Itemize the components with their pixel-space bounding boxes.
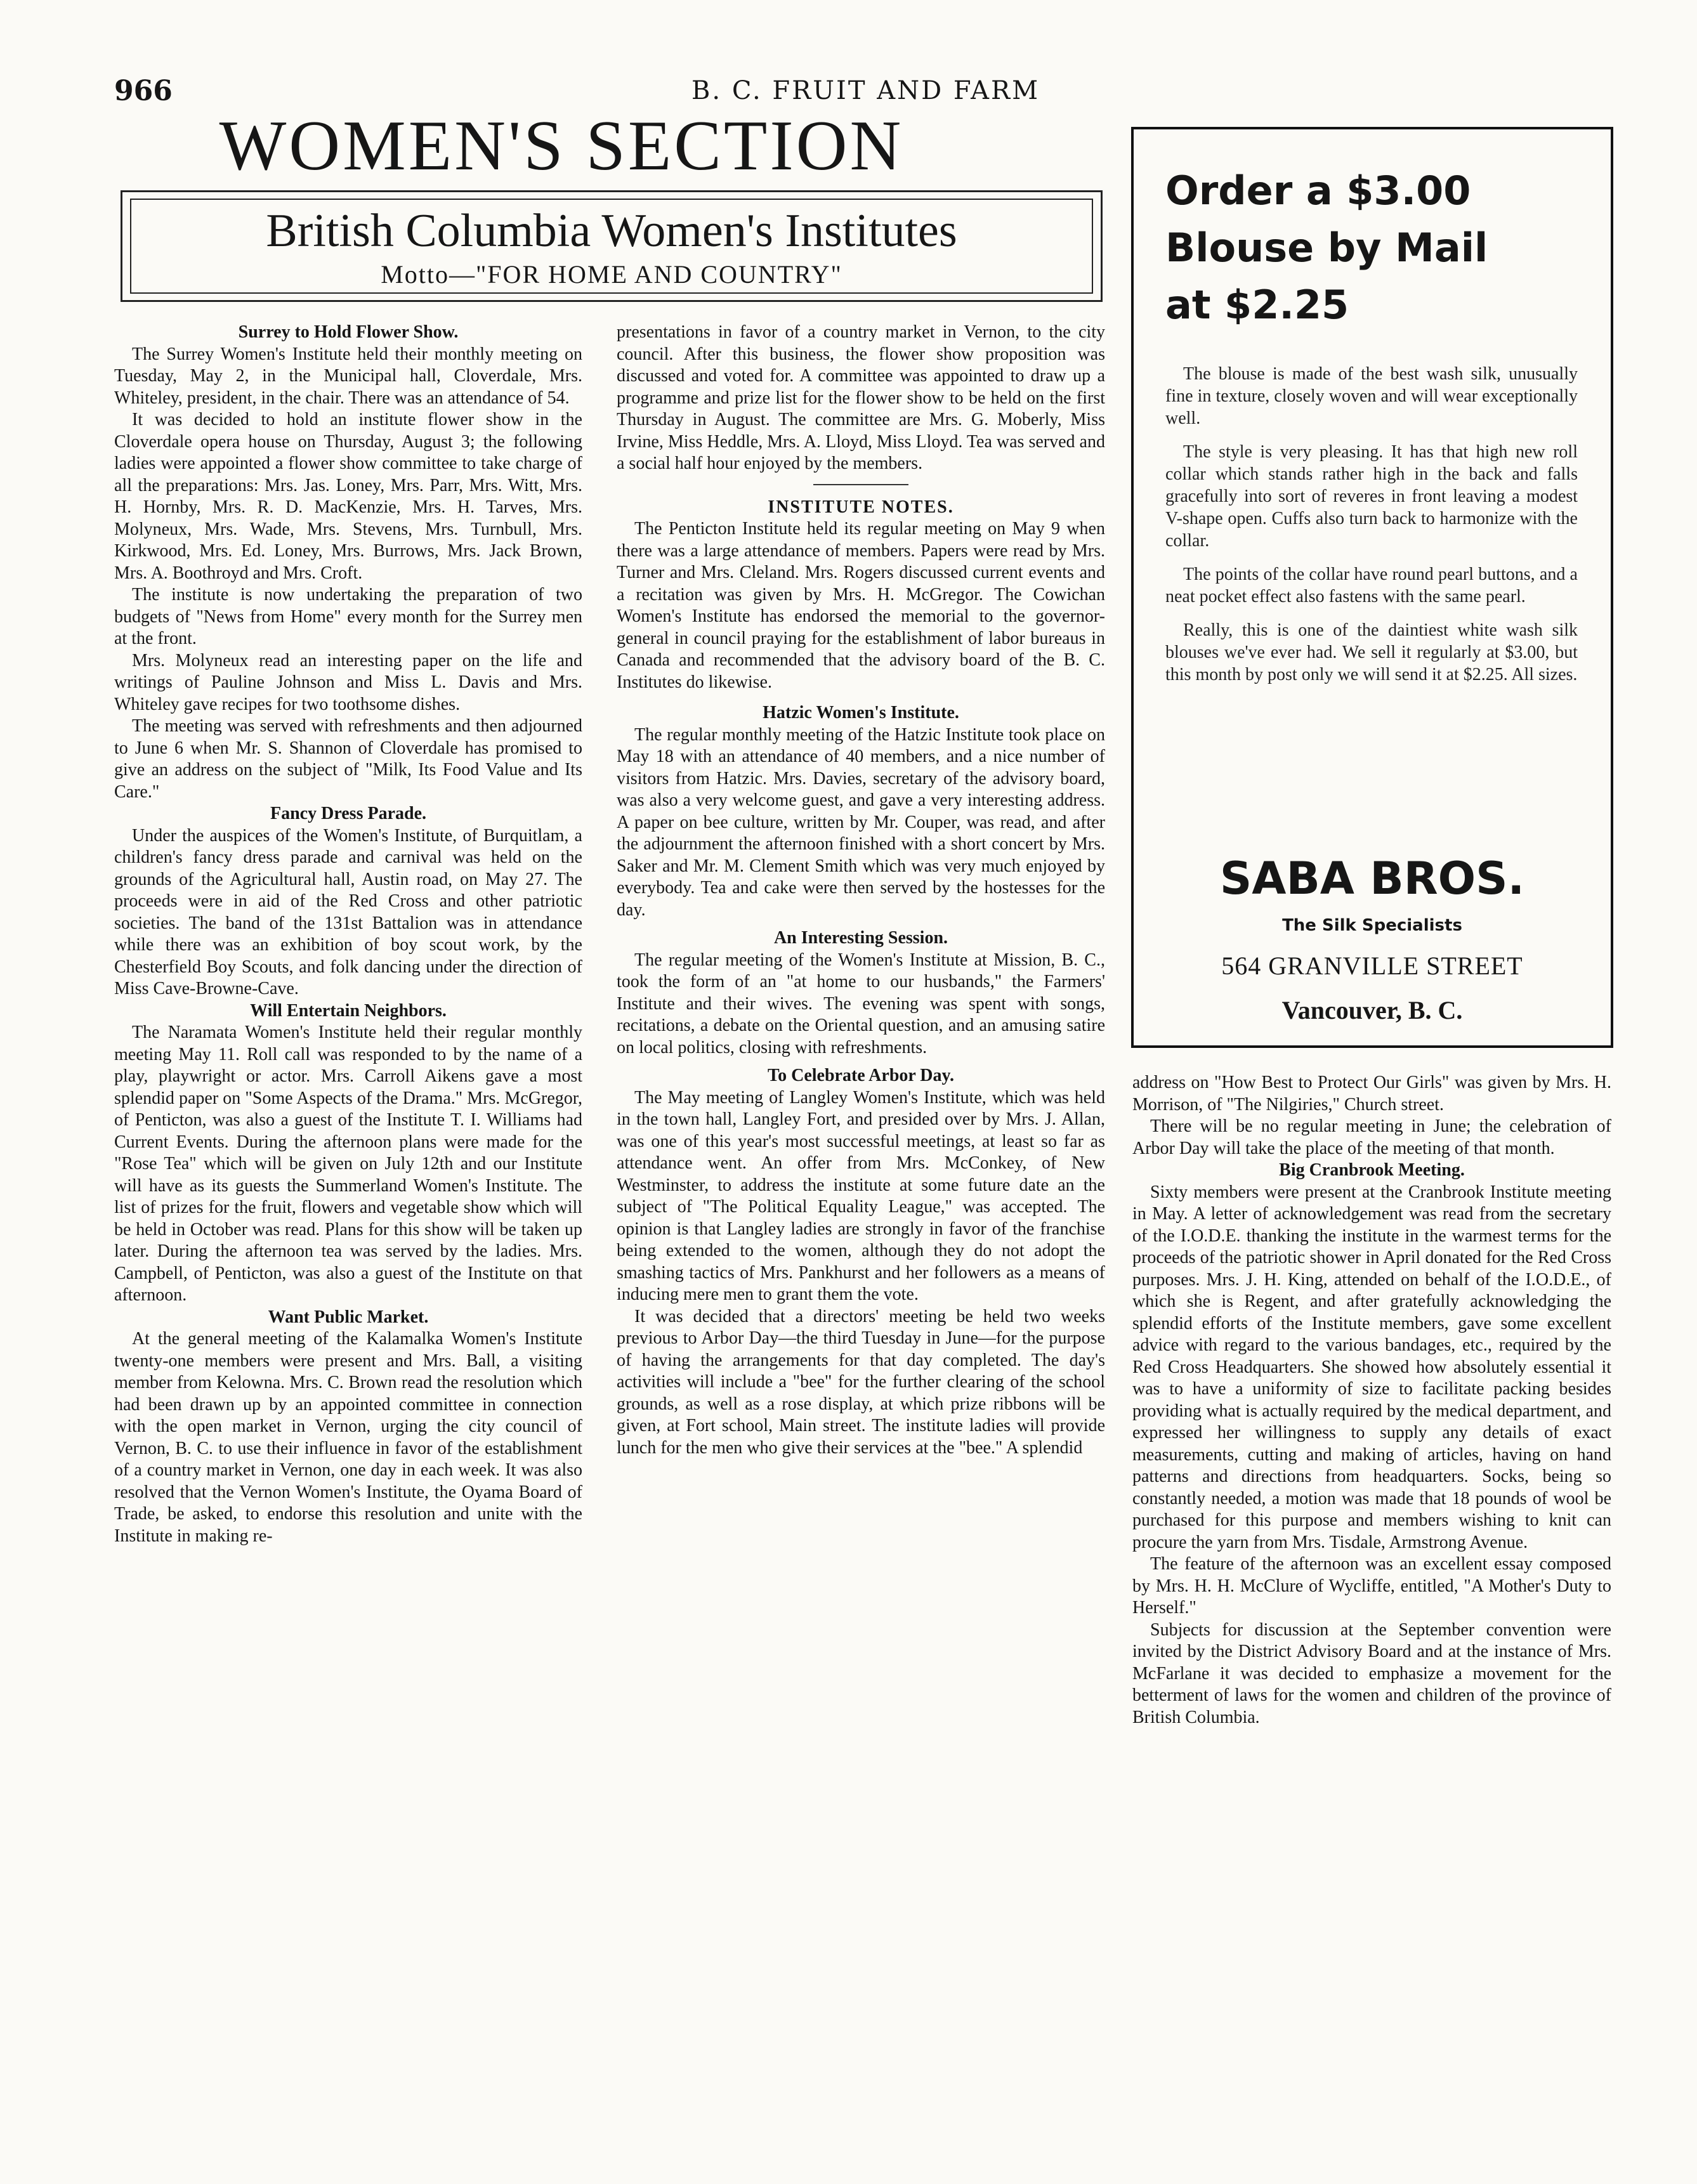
headline-fancy-dress: Fancy Dress Parade. [270, 804, 426, 823]
headline-hatzic: Hatzic Women's Institute. [763, 703, 959, 723]
paragraph: It was decided to hold an institute flower show in the Cloverdale opera house on Thursday, August 3; the following ladies were appointed a flower show committee to take charge of all the preparations: Mrs. Jas. Loney, Mrs. Parr, Mrs. Witt, Mrs. H. Hornby, Mrs. R. D. MacKenzie, Mrs. H. Tarves, Mrs. Molyneux, Mrs. Wade, Mrs. Stevens, Mrs. Turnbull, Mrs. Kirkwood, Mrs. Ed. Loney, Mrs. Burrows, Mrs. Jack Brown, Mrs. A. Boothroyd and Mrs. Croft. [114, 410, 582, 583]
ad-tagline: The Silk Specialists [1282, 916, 1462, 935]
ad-paragraph: The style is very pleasing. It has that high new roll collar which stands rather high in the back and falls gracefully into sort of reveres in front leaving a modest V-shape open. Cuffs also turn back to harmonize with the collar. [1165, 442, 1578, 551]
paragraph: It was decided that a directors' meeting be held two weeks previous to Arbor Day—the third Tuesday in June—for the purpose of having the arrangements for that day completed. The day's activities will include a "bee" for the further clearing of the school grounds, as well as a rose display, at which prize ribbons will be given, at Fort school, Main street. The institute ladies will provide lunch for the men who give their services at the "bee." A splendid [617, 1306, 1105, 1458]
headline-interesting-session: An Interesting Session. [773, 928, 948, 948]
paragraph: The May meeting of Langley Women's Institute, which was held in the town hall, Langley Fort, and presided over by Mrs. J. Allan, was one of this year's most successful meetings, at least so far as attendance went. An offer from Mrs. McConkey, of New Westminster, to address the institute at some future date an the subject of "The Political Equality League," was accepted. The opinion is that Langley ladies are strongly in favor of the franchise being extended to the women, although they do not adopt the smashing tactics of Mrs. Pankhurst and her followers as a means of inducing mere men to grant them the vote. [617, 1087, 1105, 1304]
headline-arbor-day: To Celebrate Arbor Day. [768, 1066, 954, 1085]
banner-title: British Columbia Women's Institutes [266, 205, 957, 257]
headline-cranbrook: Big Cranbrook Meeting. [1279, 1160, 1465, 1180]
ad-paragraph: Really, this is one of the daintiest white wash silk blouses we've ever had. We sell it regularly at $3.00, but this month by post only we will send it at $2.25. All sizes. [1165, 620, 1578, 684]
headline-neighbors: Will Entertain Neighbors. [250, 1000, 447, 1021]
paragraph: The regular monthly meeting of the Hatzic Institute took place on May 18 with an attendance of 40 members, and a nice number of visitors from Hatzic. Mrs. Davies, secretary of the advisory board, was also a very welcome guest, and gave a very interesting address. A paper on bee culture, written by Mr. Couper, was read, and after the adjournment the afternoon finished with a short concert by Mrs. Saker and Mr. M. Clement Smith which was very much enjoyed by everybody. Tea and cake were then served by the hostesses for the day. [617, 724, 1105, 920]
banner-inner-frame [130, 199, 1093, 294]
paragraph: The regular meeting of the Women's Institute at Mission, B. C., took the form of an "at home to our husbands," the Farmers' Institute and their wives. The evening was spent with songs, recitations, a debate on the Oriental question, and an amusing satire on local politics, closing with refreshments. [617, 950, 1105, 1057]
column-2 [617, 322, 1105, 1459]
headline-surrey: Surrey to Hold Flower Show. [238, 322, 459, 342]
ad-headline-line-2: Blouse by Mail [1165, 225, 1488, 271]
ad-street-address: 564 GRANVILLE STREET [1221, 951, 1523, 980]
running-head: B. C. FRUIT AND FARM [691, 76, 1040, 105]
ad-headline-line-1: Order a $3.00 [1165, 167, 1471, 214]
ad-city: Vancouver, B. C. [1281, 996, 1463, 1024]
paragraph: Mrs. Molyneux read an interesting paper on the life and writings of Pauline Johnson and Miss L. Davis and Mrs. Whiteley gave recipes for two toothsome dishes. [114, 650, 582, 714]
paragraph: Under the auspices of the Women's Institute, of Burquitlam, a children's fancy dress parade and carnival was held on the grounds of the Agricultural hall, Austin road, on May 27. The proceeds were in aid of the Red Cross and other patriotic societies. The band of the 131st Battalion was in attendance while there was an exhibition of boy scout work, by the Chesterfield Boy Scouts, and folk dancing under the direction of Miss Cave-Browne-Cave. [114, 825, 582, 998]
paragraph: The Surrey Women's Institute held their monthly meeting on Tuesday, May 2, in the Municipal hall, Cloverdale, Mrs. Whiteley, president, in the chair. There was an attendance of 54. [114, 344, 582, 408]
paragraph: The Penticton Institute held its regular meeting on May 9 when there was a large attendance of members. Papers were read by Mrs. Turner and Mrs. Cleland. Mrs. Rogers discussed current events and a recitation was given by Mrs. H. McGregor. The Cowichan Women's Institute has endorsed the memorial to the governor-general in council praying for the establishment of labor bureaus in Canada and recommended that the advisory board of the B. C. Institutes do likewise. [617, 519, 1105, 692]
paragraph: Subjects for discussion at the September convention were invited by the District Advisory Board and at the instance of Mrs. McFarlane it was decided to emphasize a movement for the betterment of laws for the women and children of the province of British Columbia. [1132, 1619, 1611, 1727]
paragraph: Sixty members were present at the Cranbrook Institute meeting in May. A letter of acknowledgement was read from the secretary of the I.O.D.E. thanking the institute in the warmest terms for the proceeds of the patriotic shower in April donated for the Red Cross purposes. Mrs. J. H. King, attended on behalf of the I.O.D.E., of which she is Regent, and after gratefully acknowledging the splendid efforts of the Institute members, gave some excellent advice with regard to the various bandages, etc., required by the Red Cross Headquarters. She showed how absolutely essential it was to have a uniformity of size to facilitate packing besides providing what is actually required by the medical department, and expressed her willingness to supply any details of exact measurements, cutting and making of articles, having on hand patterns and directions from headquarters. Socks, being so constantly needed, a motion was made that 18 pounds of wool be purchased for this purpose and members wishing to knit can procure the yarn from Mrs. Tisdale, Armstrong Avenue. [1132, 1182, 1611, 1552]
paragraph: At the general meeting of the Kalamalka Women's Institute twenty-one members were present and Mrs. Ball, a visiting member from Kelowna. Mrs. C. Brown read the resolution which had been drawn up by an appointed committee in connection with the open market in Vernon, urging the city council of Vernon, B. C. to use their influence in favor of the establishment of a country market in Vernon, one day in each week. It was also resolved that the Vernon Women's Institute, the Oyama Board of Trade, be asked, to endorse this resolution and unite with the Institute in making re- [114, 1329, 582, 1546]
headline-institute-notes: INSTITUTE NOTES. [768, 497, 954, 517]
paragraph: The institute is now undertaking the preparation of two budgets of "News from Home" every month for the Surrey men at the front. [114, 585, 582, 648]
paragraph: The feature of the afternoon was an excellent essay composed by Mrs. H. H. McClure of Wycliffe, entitled, "A Mother's Duty to Herself." [1132, 1554, 1611, 1618]
institutes-banner [121, 190, 1103, 302]
paragraph: The Naramata Women's Institute held their regular monthly meeting May 11. Roll call was responded to by the name of a play, playwright or actor. Mrs. Carroll Aikens gave a most splendid paper on "Some Aspects of the Drama." Mrs. McGregor, of Penticton, was also a guest of the Institute T. I. Williams had Current Events. During the afternoon plans were made for the "Rose Tea" which will be given on July 12th and our Institute will have as its guests the Summerland Women's Institute. The list of prizes for the fruit, flowers and vegetable show which will be held in October was read. Plans for this show will be taken up later. During the afternoon tea was served by the ladies. Mrs. Campbell, of Penticton, was also a guest of the Institute on that afternoon. [114, 1023, 582, 1305]
blouse-advertisement [1131, 127, 1613, 1048]
ad-headline-line-3: at $2.25 [1165, 282, 1349, 328]
banner-motto: Motto—"FOR HOME AND COUNTRY" [381, 260, 842, 289]
paragraph: There will be no regular meeting in June; the celebration of Arbor Day will take the place of the meeting of that month. [1132, 1116, 1611, 1158]
divider-rule [813, 484, 908, 485]
headline-public-market: Want Public Market. [268, 1307, 429, 1327]
ad-brand-name: SABA BROS. [1219, 853, 1525, 905]
column-3 [1132, 1072, 1611, 1729]
paragraph: presentations in favor of a country market in Vernon, to the city council. After this business, the flower show proposition was discussed and voted for. A committee was appointed to draw up a programme and prize list for the flower show to be held on the first Thursday in August. The committee are Mrs. G. Moberly, Miss Irvine, Miss Heddle, Mrs. A. Lloyd, Miss Lloyd. Tea was served and a social half hour enjoyed by the members. [617, 322, 1105, 473]
paragraph: The meeting was served with refreshments and then adjourned to June 6 when Mr. S. Shannon of Cloverdale has promised to give an address on the subject of "Milk, Its Food Value and Its Care." [114, 716, 582, 802]
ad-headline [1165, 162, 1584, 334]
ad-body [1165, 363, 1578, 697]
ad-paragraph: The points of the collar have round pearl buttons, and a neat pocket effect also fastens with the same pearl. [1165, 565, 1578, 606]
section-title: WOMEN'S SECTION [219, 107, 904, 185]
column-1 [114, 322, 582, 1547]
ad-paragraph: The blouse is made of the best wash silk, unusually fine in texture, closely woven and will wear exceptionally well. [1165, 364, 1578, 428]
page-number: 966 [114, 75, 173, 107]
paragraph: address on "How Best to Protect Our Girls" was given by Mrs. H. Morrison, of "The Nilgiries," Church street. [1132, 1073, 1611, 1115]
